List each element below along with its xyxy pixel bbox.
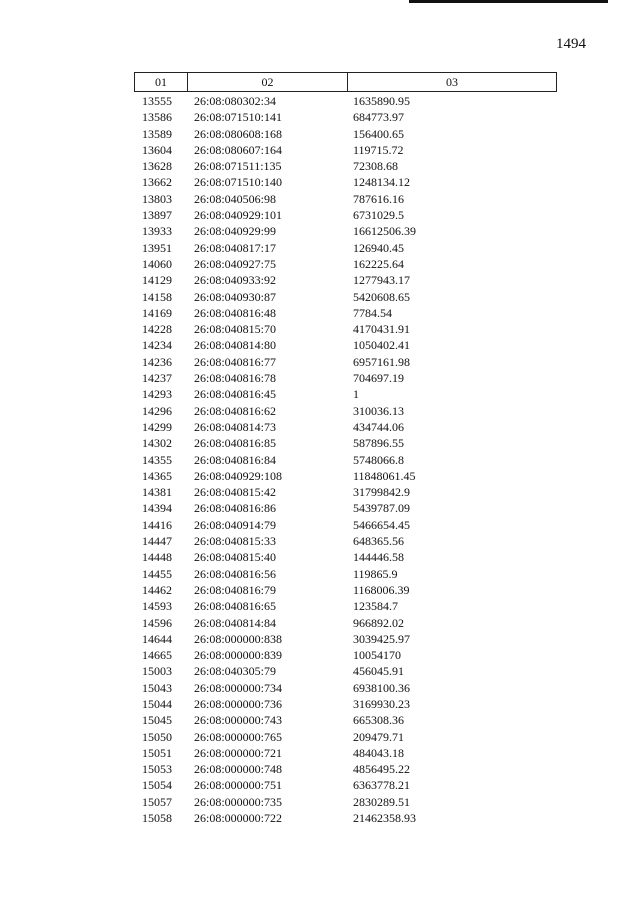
cadastral-number-cell: 26:08:040815:33 [194,534,277,549]
row-number-cell: 14593 [142,599,172,614]
value-cell: 5439787.09 [353,501,410,516]
table-row [137,435,557,451]
table-row [137,191,557,207]
cadastral-number-cell: 26:08:040814:84 [194,615,277,630]
table-row [137,680,557,696]
table-row [137,256,557,272]
table-row [137,109,557,125]
cadastral-number-cell: 26:08:000000:734 [194,680,283,695]
value-cell: 6957161.98 [353,354,410,369]
value-cell: 7784.54 [353,305,392,320]
table-row [137,761,557,777]
cadastral-number-cell: 26:08:080608:168 [194,126,283,141]
cadastral-number-cell: 26:08:000000:765 [194,729,283,744]
table-row [137,370,557,386]
table-row [137,777,557,793]
cadastral-number-cell: 26:08:000000:838 [194,631,283,646]
value-cell: 144446.58 [353,550,404,565]
table-row [137,142,557,158]
cadastral-number-cell: 26:08:071511:135 [194,159,282,174]
row-number-cell: 15051 [142,745,172,760]
row-number-cell: 14665 [142,648,172,663]
cadastral-number-cell: 26:08:071510:141 [194,110,283,125]
value-cell: 587896.55 [353,436,404,451]
cadastral-number-cell: 26:08:040929:99 [194,224,277,239]
cadastral-number-cell: 26:08:071510:140 [194,175,283,190]
value-cell: 966892.02 [353,615,404,630]
cadastral-number-cell: 26:08:040816:77 [194,354,277,369]
table-header [134,72,557,92]
cadastral-number-cell: 26:08:040816:48 [194,305,277,320]
table-row [137,207,557,223]
table-row [137,126,557,142]
cadastral-number-cell: 26:08:040814:73 [194,419,277,434]
value-cell: 126940.45 [353,240,404,255]
top-rule [409,0,608,3]
column-header-03: 03 [446,75,458,89]
value-cell: 21462358.93 [353,811,416,826]
row-number-cell: 15053 [142,762,172,777]
table-row [137,533,557,549]
row-number-cell: 15003 [142,664,172,679]
value-cell: 209479.71 [353,729,404,744]
cadastral-number-cell: 26:08:040816:85 [194,436,277,451]
value-cell: 10054170 [353,648,401,663]
value-cell: 6938100.36 [353,680,410,695]
cadastral-number-cell: 26:08:040929:101 [194,208,283,223]
value-cell: 484043.18 [353,745,404,760]
row-number-cell: 14596 [142,615,172,630]
table-row [137,663,557,679]
value-cell: 1168006.39 [353,582,410,597]
table-row [137,631,557,647]
cadastral-number-cell: 26:08:040506:98 [194,191,277,206]
table-row [137,272,557,288]
table-row [137,93,557,109]
table-row [137,305,557,321]
cadastral-number-cell: 26:08:040815:70 [194,322,277,337]
column-header-01: 01 [135,73,188,91]
table-row [137,337,557,353]
row-number-cell: 13555 [142,94,172,108]
value-cell: 119865.9 [353,566,398,581]
cadastral-number-cell: 26:08:040816:84 [194,452,277,467]
cadastral-number-cell: 26:08:000000:748 [194,762,283,777]
row-number-cell: 14129 [142,273,172,288]
cadastral-number-cell: 26:08:040930:87 [194,289,277,304]
cadastral-number-cell: 26:08:040816:86 [194,501,277,516]
cadastral-number-cell: 26:08:040816:62 [194,403,277,418]
row-number-cell: 14447 [142,534,172,549]
table-row [137,696,557,712]
table-row [137,468,557,484]
row-number-cell: 14234 [142,338,172,353]
table-row [137,174,557,190]
row-number-cell: 13589 [142,126,172,141]
row-number-cell: 15050 [142,729,172,744]
row-number-cell: 14060 [142,256,172,271]
row-number-cell: 15057 [142,794,172,809]
value-cell: 1248134.12 [353,175,410,190]
row-number-cell: 13897 [142,208,172,223]
value-cell: 665308.36 [353,713,404,728]
table-row [137,500,557,516]
table-body [137,93,557,826]
value-cell: 456045.91 [353,664,404,679]
row-number-cell: 14169 [142,305,172,320]
cadastral-number-cell: 26:08:040816:56 [194,566,277,581]
value-cell: 1050402.41 [353,338,410,353]
cadastral-number-cell: 26:08:040929:108 [194,468,283,483]
cadastral-number-cell: 26:08:040816:45 [194,387,277,402]
cadastral-number-cell: 26:08:000000:736 [194,696,283,711]
cadastral-number-cell: 26:08:000000:839 [194,648,283,663]
row-number-cell: 13803 [142,191,172,206]
value-cell: 1277943.17 [353,273,410,288]
row-number-cell: 14237 [142,371,172,386]
table-row [137,729,557,745]
cadastral-number-cell: 26:08:040914:79 [194,517,277,532]
value-cell: 1 [353,387,359,402]
row-number-cell: 13604 [142,142,172,157]
cadastral-number-cell: 26:08:040927:75 [194,256,277,271]
table-row [137,745,557,761]
page-number: 1494 [556,36,586,52]
value-cell: 4856495.22 [353,762,410,777]
value-cell: 123584.7 [353,599,398,614]
table-row [137,419,557,435]
row-number-cell: 14416 [142,517,172,532]
row-number-cell: 15043 [142,680,172,695]
row-number-cell: 13662 [142,175,172,190]
value-cell: 3169930.23 [353,696,410,711]
cadastral-number-cell: 26:08:040305:79 [194,664,277,679]
table-row [137,354,557,370]
table-row [137,582,557,598]
cadastral-number-cell: 26:08:040815:42 [194,485,277,500]
row-number-cell: 14462 [142,582,172,597]
row-number-cell: 15058 [142,811,172,826]
cadastral-number-cell: 26:08:040816:65 [194,599,277,614]
value-cell: 5420608.65 [353,289,410,304]
table-row [137,321,557,337]
row-number-cell: 13951 [142,240,172,255]
table-row [137,712,557,728]
value-cell: 162225.64 [353,256,404,271]
table-row [137,598,557,614]
row-number-cell: 13933 [142,224,172,239]
row-number-cell: 14236 [142,354,172,369]
cadastral-number-cell: 26:08:040814:80 [194,338,277,353]
value-cell: 787616.16 [353,191,404,206]
cadastral-number-cell: 26:08:000000:751 [194,778,283,793]
cadastral-number-cell: 26:08:000000:743 [194,713,283,728]
table-row [137,240,557,256]
table-row [137,566,557,582]
row-number-cell: 14299 [142,419,172,434]
table-row [137,223,557,239]
cadastral-number-cell: 26:08:000000:735 [194,794,283,809]
cadastral-number-cell: 26:08:040816:78 [194,371,277,386]
cadastral-number-cell: 26:08:040816:79 [194,582,277,597]
table-row [137,158,557,174]
cadastral-number-cell: 26:08:040933:92 [194,273,277,288]
row-number-cell: 15054 [142,778,172,793]
value-cell: 16612506.39 [353,224,416,239]
row-number-cell: 14228 [142,322,172,337]
value-cell: 4170431.91 [353,322,410,337]
row-number-cell: 13628 [142,159,172,174]
value-cell: 684773.97 [353,110,404,125]
row-number-cell: 14293 [142,387,172,402]
value-cell: 1635890.95 [353,94,410,108]
row-number-cell: 14365 [142,468,172,483]
row-number-cell: 15045 [142,713,172,728]
cadastral-number-cell: 26:08:080302:34 [194,94,277,108]
table-row [137,647,557,663]
value-cell: 704697.19 [353,371,404,386]
table-row [137,517,557,533]
row-number-cell: 14302 [142,436,172,451]
value-cell: 648365.56 [353,534,404,549]
value-cell: 6363778.21 [353,778,410,793]
column-header-02: 02 [188,73,348,91]
table-row [137,549,557,565]
row-number-cell: 14158 [142,289,172,304]
cadastral-number-cell: 26:08:000000:721 [194,745,283,760]
table-row [137,403,557,419]
value-cell: 6731029.5 [353,208,404,223]
row-number-cell: 15044 [142,696,172,711]
row-number-cell: 14355 [142,452,172,467]
row-number-cell: 14381 [142,485,172,500]
row-number-cell: 13586 [142,110,172,125]
table-row [137,810,557,826]
cadastral-number-cell: 26:08:080607:164 [194,142,283,157]
value-cell: 3039425.97 [353,631,410,646]
value-cell: 119715.72 [353,142,404,157]
cadastral-number-cell: 26:08:040817:17 [194,240,277,255]
value-cell: 11848061.45 [353,468,416,483]
table-row [137,794,557,810]
cadastral-number-cell: 26:08:000000:722 [194,811,283,826]
value-cell: 434744.06 [353,419,404,434]
value-cell: 156400.65 [353,126,404,141]
table-row [137,615,557,631]
value-cell: 72308.68 [353,159,398,174]
row-number-cell: 14296 [142,403,172,418]
value-cell: 5748066.8 [353,452,404,467]
value-cell: 2830289.51 [353,794,410,809]
value-cell: 31799842.9 [353,485,410,500]
table-row [137,386,557,402]
row-number-cell: 14455 [142,566,172,581]
row-number-cell: 14394 [142,501,172,516]
row-number-cell: 14448 [142,550,172,565]
cadastral-number-cell: 26:08:040815:40 [194,550,277,565]
table-row [137,289,557,305]
table-row [137,484,557,500]
table-row [137,452,557,468]
row-number-cell: 14644 [142,631,172,646]
value-cell: 310036.13 [353,403,404,418]
value-cell: 5466654.45 [353,517,410,532]
